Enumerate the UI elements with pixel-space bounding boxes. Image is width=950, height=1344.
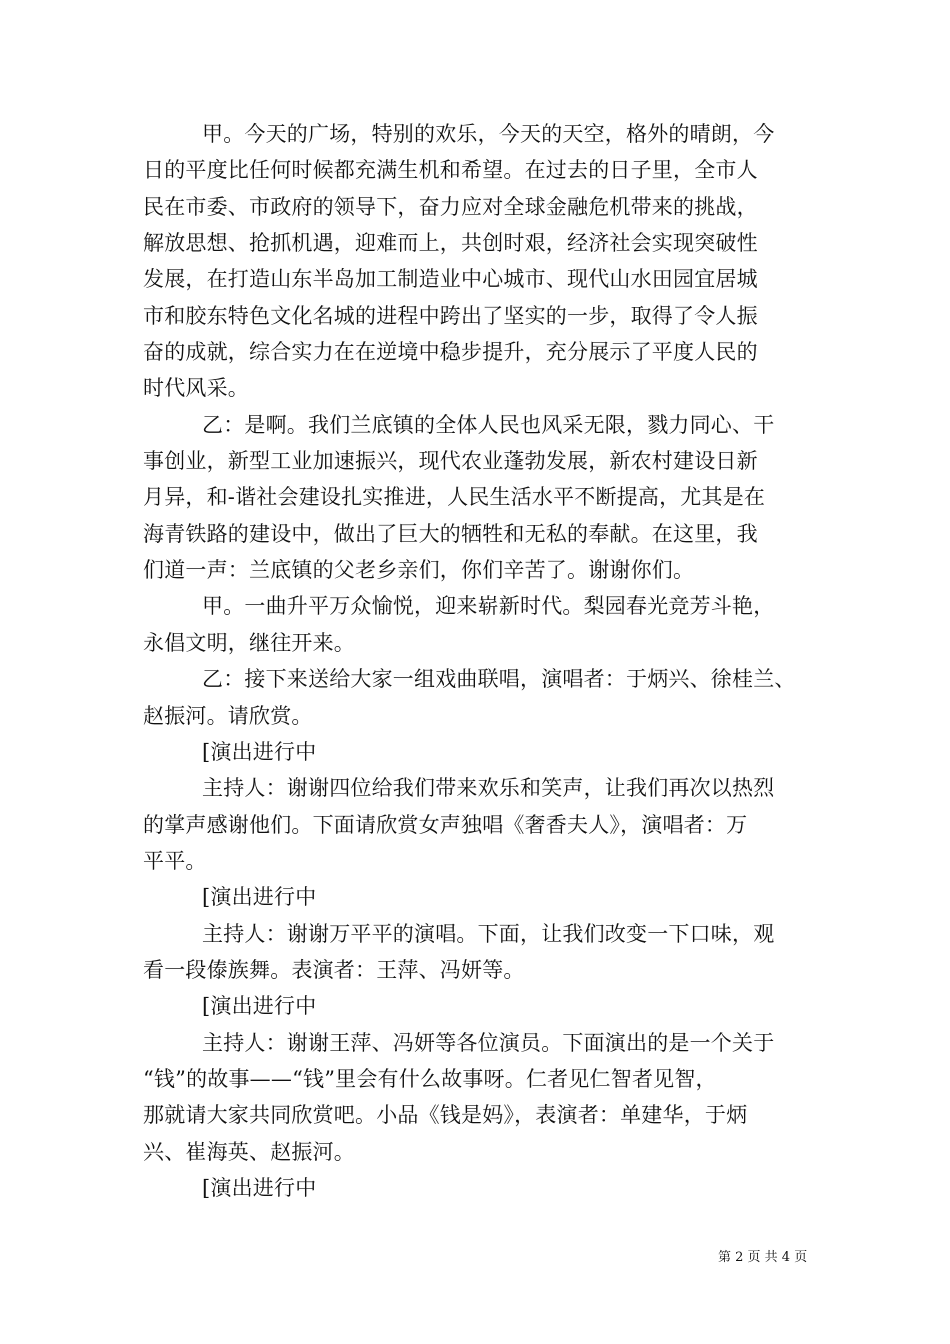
- text-line: 海青铁路的建设中，做出了巨大的牺牲和无私的奉献。在这里，我: [143, 521, 758, 546]
- text-line: [演出进行中: [202, 739, 317, 764]
- text-line: 乙：接下来送给大家一组戏曲联唱，演唱者：于炳兴、徐桂兰、: [202, 667, 796, 692]
- text-line: 月异，和-谐社会建设扎实推进，人民生活水平不断提高，尤其是在: [143, 485, 766, 510]
- document-body: [143, 116, 823, 1206]
- text-line: 奋的成就，综合实力在在逆境中稳步提升，充分展示了平度人民的: [143, 340, 758, 365]
- text-line: 日的平度比任何时候都充满生机和希望。在过去的日子里，全市人: [143, 158, 758, 183]
- text-line: “钱”的故事——“钱”里会有什么故事呀。仁者见仁智者见智，: [143, 1066, 717, 1091]
- text-line: 甲。一曲升平万众愉悦，迎来崭新时代。梨园春光竞芳斗艳，: [202, 594, 775, 619]
- text-line: 的掌声感谢他们。下面请欣赏女声独唱《奢香夫人》，演唱者：万: [143, 812, 748, 837]
- text-line: 乙：是啊。我们兰底镇的全体人民也风采无限，戮力同心、干: [202, 412, 775, 437]
- text-line: 们道一声：兰底镇的父老乡亲们，你们辛苦了。谢谢你们。: [143, 558, 695, 583]
- text-line: 主持人：谢谢王萍、冯妍等各位演员。下面演出的是一个关于: [202, 1030, 775, 1055]
- text-line: 发展，在打造山东半岛加工制造业中心城市、现代山水田园宜居城: [143, 267, 758, 292]
- text-line: [演出进行中: [202, 994, 317, 1019]
- text-line: [演出进行中: [202, 885, 317, 910]
- text-line: 时代风采。: [143, 376, 249, 401]
- text-line: [演出进行中: [202, 1175, 317, 1200]
- text-line: 解放思想、抢抓机遇，迎难而上，共创时艰，经济社会实现突破性: [143, 231, 758, 256]
- text-line: 平平。: [143, 848, 207, 873]
- text-line: 永倡文明，继往开来。: [143, 630, 355, 655]
- text-line: 主持人：谢谢万平平的演唱。下面，让我们改变一下口味，观: [202, 921, 775, 946]
- page-number-footer: 第 2 页 共 4 页: [718, 1250, 808, 1265]
- text-line: 事创业，新型工业加速振兴，现代农业蓬勃发展，新农村建设日新: [143, 449, 758, 474]
- text-line: 兴、崔海英、赵振河。: [143, 1139, 355, 1164]
- text-line: 那就请大家共同欣赏吧。小品《钱是妈》，表演者：单建华，于炳: [143, 1103, 748, 1128]
- text-line: 看一段傣族舞。表演者：王萍、冯妍等。: [143, 957, 525, 982]
- text-line: 民在市委、市政府的领导下，奋力应对全球金融危机带来的挑战，: [143, 194, 758, 219]
- text-line: 甲。今天的广场，特别的欢乐，今天的天空，格外的晴朗，今: [202, 122, 775, 146]
- text-line: 主持人：谢谢四位给我们带来欢乐和笑声，让我们再次以热烈: [202, 776, 775, 801]
- text-line: 市和胶东特色文化名城的进程中跨出了坚实的一步，取得了令人振: [143, 303, 758, 328]
- text-line: 赵振河。请欣赏。: [143, 703, 313, 728]
